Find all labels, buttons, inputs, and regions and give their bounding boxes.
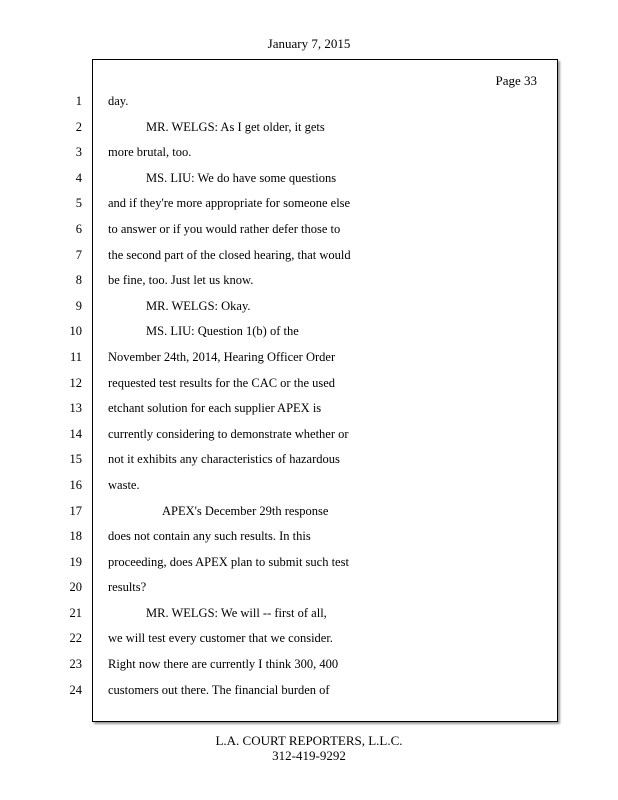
line-number: 10 <box>69 324 82 339</box>
line-text: the second part of the closed hearing, that would <box>108 247 351 262</box>
line-text: MS. LIU: Question 1(b) of the <box>146 324 299 339</box>
line-text: customers out there. The financial burden of <box>108 682 330 697</box>
line-number: 1 <box>75 94 82 108</box>
transcript-line <box>0 294 618 320</box>
line-text: etchant solution for each supplier APEX is <box>108 401 322 416</box>
line-number: 14 <box>69 426 82 441</box>
transcript-line <box>0 473 618 499</box>
footer-phone: 312-419-9292 <box>272 748 346 763</box>
line-text: APEX's December 29th response <box>162 503 329 518</box>
line-text: requested test results for the CAC or the used <box>108 375 336 390</box>
line-text: currently considering to demonstrate whether or <box>108 426 349 441</box>
line-text: MS. LIU: We do have some questions <box>146 170 337 185</box>
line-number: 9 <box>75 298 82 313</box>
transcript-line <box>0 396 618 422</box>
line-text: MR. WELGS: As I get older, it gets <box>146 119 325 134</box>
transcript-line <box>0 601 618 627</box>
line-number: 3 <box>75 145 82 160</box>
transcript-line <box>0 371 618 397</box>
line-text: not it exhibits any characteristics of hazardous <box>108 452 340 467</box>
footer-company: L.A. COURT REPORTERS, L.L.C. <box>215 733 403 748</box>
line-number: 4 <box>75 170 82 185</box>
line-text: day. <box>108 94 129 108</box>
line-text: waste. <box>108 477 140 492</box>
line-number: 8 <box>75 273 82 288</box>
line-number: 24 <box>69 682 82 697</box>
line-text: and if they're more appropriate for someone else <box>108 196 351 211</box>
transcript-line <box>0 243 618 269</box>
line-number: 18 <box>69 529 82 544</box>
transcript-line <box>0 575 618 601</box>
line-number: 19 <box>69 554 82 569</box>
transcript-line <box>0 652 618 678</box>
line-number: 2 <box>75 119 82 134</box>
line-text: MR. WELGS: We will -- first of all, <box>146 605 327 620</box>
line-number: 7 <box>75 247 82 262</box>
line-number: 12 <box>69 375 82 390</box>
transcript-line <box>0 422 618 448</box>
line-number: 16 <box>69 477 82 492</box>
line-number: 23 <box>69 657 82 672</box>
transcript-line <box>0 115 618 141</box>
line-number: 21 <box>69 605 82 620</box>
line-number: 17 <box>69 503 82 518</box>
transcript-line <box>0 140 618 166</box>
line-number: 15 <box>69 452 82 467</box>
line-text: more brutal, too. <box>108 145 192 160</box>
footer <box>0 733 618 763</box>
transcript-line <box>0 626 618 652</box>
page-number: Page 33 <box>495 73 537 88</box>
transcript-line <box>0 319 618 345</box>
line-text: to answer or if you would rather defer those to <box>108 221 341 236</box>
line-text: we will test every customer that we consider. <box>108 631 333 646</box>
line-text: MR. WELGS: Okay. <box>146 298 251 313</box>
line-number: 22 <box>69 631 82 646</box>
transcript-line <box>0 217 618 243</box>
transcript-line <box>0 550 618 576</box>
transcript-line <box>0 524 618 550</box>
line-text: proceeding, does APEX plan to submit such test <box>108 554 349 569</box>
line-text: does not contain any such results. In this <box>108 529 311 544</box>
line-text: November 24th, 2014, Hearing Officer Order <box>108 349 336 364</box>
transcript-line <box>0 268 618 294</box>
transcript-line <box>0 499 618 525</box>
line-text: Right now there are currently I think 300, 400 <box>108 657 339 672</box>
transcript-line <box>0 447 618 473</box>
line-number: 13 <box>69 401 82 416</box>
transcript-line <box>0 191 618 217</box>
line-number: 11 <box>69 349 82 364</box>
line-number: 20 <box>69 580 82 595</box>
transcript-line <box>0 678 618 704</box>
line-text: results? <box>108 580 147 595</box>
header-date: January 7, 2015 <box>267 36 351 51</box>
transcript-line <box>0 89 618 115</box>
line-number: 5 <box>75 196 82 211</box>
transcript-lines <box>0 89 618 703</box>
line-text: be fine, too. Just let us know. <box>108 273 254 288</box>
line-number: 6 <box>75 221 82 236</box>
transcript-line <box>0 166 618 192</box>
transcript-line <box>0 345 618 371</box>
